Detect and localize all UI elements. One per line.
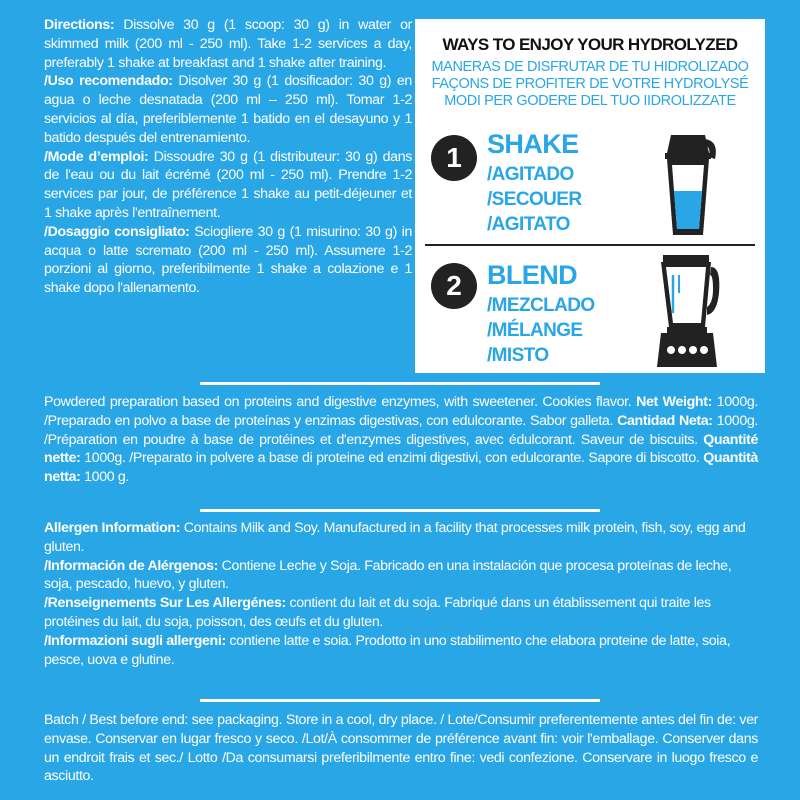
step-2-it: /MISTO xyxy=(487,345,549,366)
section-rule-2 xyxy=(200,509,600,512)
allergen-en: Allergen Information: Contains Milk and Soy. Manufactured in a facility that processes milk protein, fish, soy, egg and gluten. xyxy=(44,520,746,555)
directions-fr: /Mode d’emploi: Dissoudre 30 g (1 distributeur: 30 g) dans de l'eau ou du lait écrémé (200 ml - 250 ml). Prendre 1-2 services par jour, de préférence 1 shake au petit-déjeuner et 1 shake après l'entraînement. xyxy=(44,148,412,221)
step-2-es: /MEZCLADO xyxy=(487,295,595,316)
step-1-fr: /SECOUER xyxy=(487,189,582,210)
directions-block xyxy=(44,16,412,298)
step-2-number: 2 xyxy=(431,263,477,309)
section-rule-1 xyxy=(200,382,600,385)
shaker-bottle-icon xyxy=(653,129,723,241)
allergen-block xyxy=(44,519,758,669)
directions-it: /Dosaggio consigliato: Sciogliere 30 g (1 misurino: 30 g) in acqua o latte scremato (200 ml - 250 ml). Assumere 1-2 porzioni al giorno, preferibilmente 1 shake a colazione e 1 shake dopo l'allenamento. xyxy=(44,223,412,297)
section-rule-3 xyxy=(200,699,600,702)
allergen-it: /Informazioni sugli allergeni: contiene latte e soia. Prodotto in uno stabilimento che elabora proteine de latte, soia, pesce, uova e glutine. xyxy=(44,632,731,668)
blender-icon xyxy=(655,253,723,369)
directions-es: /Uso recomendado: Disolver 30 g (1 dosificador: 30 g) en agua o leche desnatada (200 ml – 250 ml). Tomar 1-2 servicios al día, preferiblemente 1 batido en el desayuno y 1 batido después del entrenamiento. xyxy=(44,73,412,146)
ways-to-enjoy-card xyxy=(415,19,765,373)
ways-subtitle-es: MANERAS DE DISFRUTAR DE TU HIDROLIZADO xyxy=(431,59,749,75)
step-2-word: BLEND xyxy=(487,260,577,290)
step-1-word: SHAKE xyxy=(487,129,579,159)
card-divider xyxy=(425,244,755,246)
batch-storage-block: Batch / Best before end: see packaging. Store in a cool, dry place. / Lote/Consumir preferentemente antes del fin de: ver envase. Conservar en lugar fresco y seco. /Lot/À consommer de préférence avant fin: voir l'emballage. Conserver dans un endroit frais et sec./ Lotto /Da consumarsi preferibilmente entro fine: vedi confezione. Conservare in luogo fresco e asciutto. xyxy=(44,712,758,785)
product-description: Powdered preparation based on proteins and digestive enzymes, with sweetener. Cookies flavor. Net Weight: 1000g. /Preparado en polvo a base de proteínas y enzimas digestivas, con edulcorante. Sabor galleta. Cantidad Neta: 1000g. /Préparation en poudre à base de protéines et d'enzymes digestives, avec édulcorant. Saveur de biscuits. Quantité nette: 1000g. /Preparato in polvere a base di proteine ed enzimi digestivi, con edulcorante. Sapore di biscotto. Quantità netta: 1000 g. xyxy=(44,394,759,486)
ways-subtitle-fr: FAÇONS DE PROFITER DE VOTRE HYDROLYSÉ xyxy=(431,76,749,92)
step-1-number: 1 xyxy=(431,135,477,181)
step-1-it: /AGITATO xyxy=(487,214,570,235)
step-2-fr: /MÉLANGE xyxy=(487,320,583,341)
ways-subtitle-it: MODI PER GODERE DEL TUO IIDROLIZZATE xyxy=(444,93,736,109)
ways-title: WAYS TO ENJOY YOUR HYDROLYZED xyxy=(442,35,738,54)
step-1-es: /AGITADO xyxy=(487,164,574,185)
directions-en: Directions: Dissolve 30 g (1 scoop: 30 g) in water or skimmed milk (200 ml - 250 ml). Take 1-2 services a day, preferably 1 shake at breakfast and 1 shake after training. xyxy=(44,17,412,71)
allergen-es: /Información de Alérgenos: Contiene Leche y Soja. Fabricado en una instalación que procesa proteínas de leche, soja, pescado, huevo, y gluten. xyxy=(44,557,732,593)
allergen-fr: /Renseignements Sur Les Allergénes: contient du lait et du soja. Fabriqué dans un établissement qui traite les protéines du lait, du soja, poisson, des œufs et du gluten. xyxy=(44,595,711,630)
